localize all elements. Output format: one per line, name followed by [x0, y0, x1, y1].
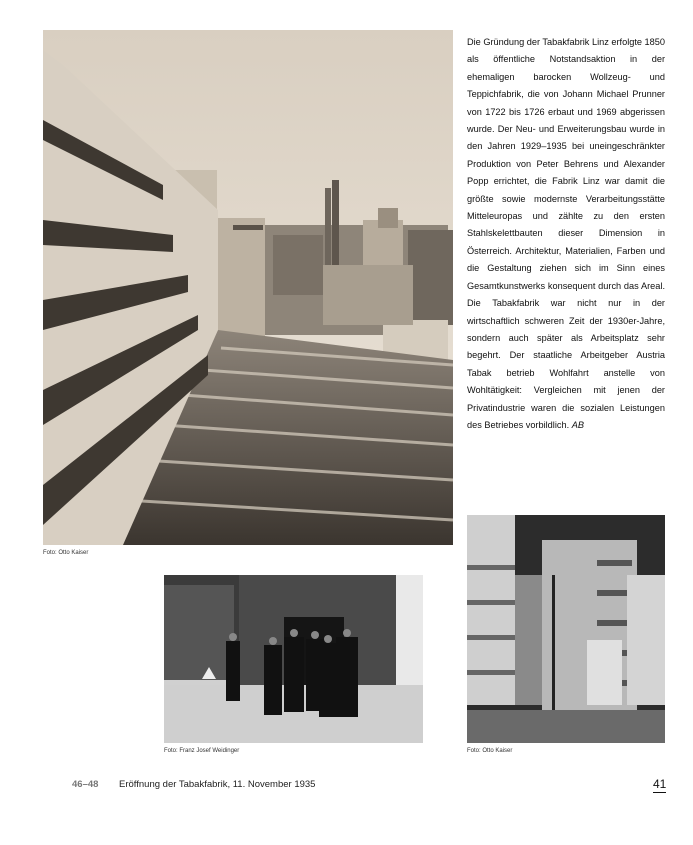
figure-numbers: 46–48	[72, 779, 99, 790]
author-initials: AB	[571, 419, 584, 430]
photo-opening-group	[164, 575, 423, 743]
footer-caption: Eröffnung der Tabakfabrik, 11. November 1935	[119, 779, 316, 790]
paragraph-text: Die Gründung der Tabakfabrik Linz erfolgte 1850 als öffentliche Notstandsaktion in der ehemaligen barocken Wollzeug- und Teppichfabrik, die von Johann Michael Prunner von 1722 bis 1726 erbaut und 1969 abgerissen wurde. Der Neu- und Erweiterungsbau wurde in den Jahren 1929–1935 bei uneingeschränkter Produktion von Peter Behrens und Alexander Popp errichtet, die Fabrik Linz war damit die größte sowie modernste Verarbeitungsstätte Mitteleuropas und zählte zu den ersten Stahlskelettbauten dieser Dimension in Österreich. Architektur, Materialien, Farben und die Gestaltung ziehen sich im Sinn eines Gesamtkunstwerks konsequent durch das Areal. Die Tabakfabrik war nicht nur in der wirtschaftlich schweren Zeit der 1930er-Jahre, sondern auch später als Arbeitsplatz sehr begehrt. Der staatliche Arbeitgeber Austria Tabak betrieb Wohlfahrt anstelle von Wohltätigkeit: Vergleichen mit jenen der Privatindustrie waren die sozialen Leistungen des Betriebes vorbildlich.	[467, 37, 665, 430]
photo-factory-roofs	[43, 30, 453, 545]
caption-main-photo: Foto: Otto Kaiser	[43, 550, 89, 556]
caption-building-photo: Foto: Otto Kaiser	[467, 748, 513, 754]
body-paragraph	[467, 34, 665, 434]
caption-group-photo: Foto: Franz Josef Weidinger	[164, 748, 240, 754]
page-number: 41	[653, 777, 667, 791]
photo-building-exterior	[467, 515, 665, 743]
